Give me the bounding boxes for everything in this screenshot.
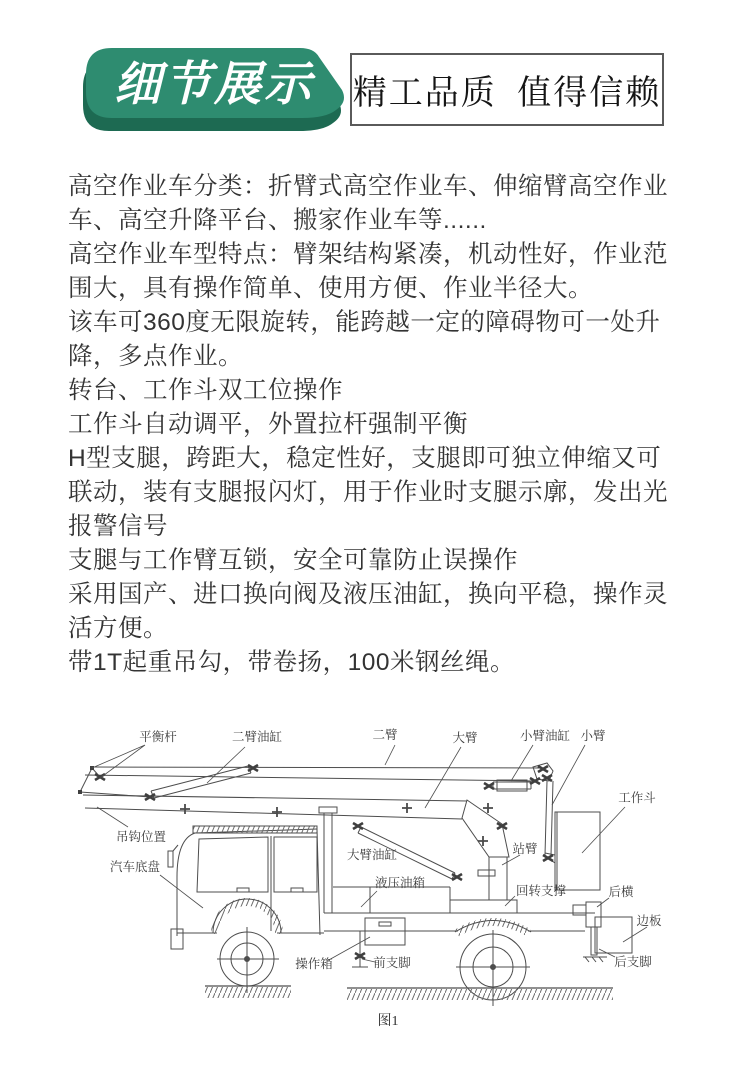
label-chassis: 汽车底盘 <box>109 860 161 874</box>
label-balance-rod: 平衡杆 <box>139 730 177 744</box>
truck-diagram-svg <box>65 705 705 1055</box>
cab-shape <box>168 826 324 949</box>
description-block <box>68 170 698 680</box>
description-line: 联动，装有支腿报闪灯，用于作业时支腿示廓，发出光 <box>68 479 668 506</box>
label-rear-cross: 后横 <box>608 885 634 899</box>
slogan-text: 精工品质 值得信赖 <box>352 75 662 112</box>
figure-caption: 图1 <box>377 1014 399 1029</box>
description-line: 高空作业车型特点：臂架结构紧凑，机动性好，作业范 <box>68 241 668 268</box>
diagram-labels <box>110 728 662 1029</box>
work-bucket-shape <box>555 812 600 890</box>
ground <box>205 986 613 1000</box>
description-line: 报警信号 <box>68 513 168 540</box>
description-line: 支腿与工作臂互锁，安全可靠防止误操作 <box>68 547 518 574</box>
label-small-arm: 小臂 <box>580 729 606 743</box>
description-line: H型支腿，跨距大，稳定性好，支腿即可独立伸缩又可 <box>68 445 662 472</box>
label-front-leg: 前支脚 <box>373 956 411 970</box>
label-slewing-support: 回转支撑 <box>515 884 567 898</box>
description-line: 活方便。 <box>68 615 168 642</box>
description-line: 工作斗自动调平，外置拉杆强制平衡 <box>68 411 468 438</box>
description-line: 围大，具有操作简单、使用方便、作业半径大。 <box>68 275 593 302</box>
description-line: 高空作业车分类：折臂式高空作业车、伸缩臂高空作业 <box>68 173 668 200</box>
description-line: 降，多点作业。 <box>68 343 243 370</box>
label-big-arm-cylinder: 大臂油缸 <box>346 848 398 862</box>
label-arm2-cylinder: 二臂油缸 <box>231 730 283 744</box>
label-work-bucket: 工作斗 <box>618 791 656 805</box>
label-hook-position: 吊钩位置 <box>115 830 167 844</box>
label-hydraulic-tank: 液压油箱 <box>374 876 426 890</box>
label-small-arm-cylinder: 小臂油缸 <box>519 729 571 743</box>
slogan-box <box>350 53 664 126</box>
description-line: 采用国产、进口换向阀及液压油缸，换向平稳，操作灵 <box>68 581 668 608</box>
description-line: 车、高空升降平台、搬家作业车等...... <box>68 207 487 234</box>
label-rear-leg: 后支脚 <box>614 955 652 969</box>
label-control-box: 操作箱 <box>295 957 333 971</box>
header-badge-shape <box>82 42 378 138</box>
description-line: 带1T起重吊勾，带卷扬，100米钢丝绳。 <box>68 649 515 676</box>
truck-diagram <box>65 705 705 1055</box>
badge-title: 细节展示 <box>114 57 314 110</box>
description-line: 转台、工作斗双工位操作 <box>68 377 343 404</box>
header-badge <box>82 42 378 138</box>
label-stand-arm: 站臂 <box>512 842 538 856</box>
label-arm2: 二臂 <box>372 728 398 742</box>
label-side-plate: 边板 <box>636 914 662 928</box>
chassis-shape <box>319 807 632 967</box>
description-line: 该车可360度无限旋转，能跨越一定的障碍物可一处升 <box>68 309 661 336</box>
label-big-arm: 大臂 <box>452 731 478 745</box>
